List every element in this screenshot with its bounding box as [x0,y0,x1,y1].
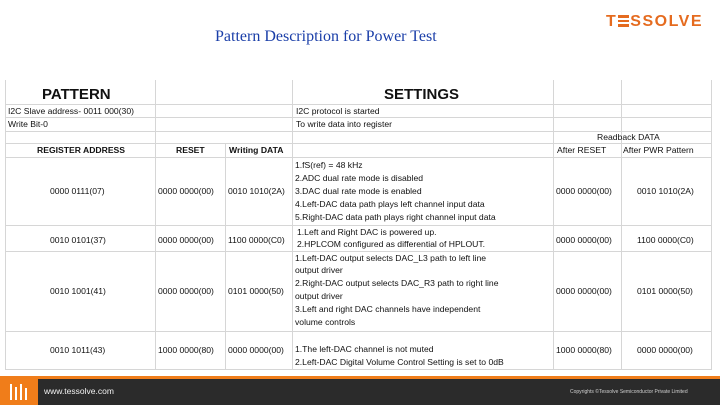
row3-after-reset: 0000 0000(00) [556,286,612,296]
row3-setting: 1.Left-DAC output selects DAC_L3 path to left line [295,253,487,263]
row3-setting: 2.Right-DAC output selects DAC_R3 path to right line [295,278,499,288]
row2-address: 0010 0101(37) [50,235,106,245]
row3-reset: 0000 0000(00) [158,286,214,296]
row1-setting: 1.fS(ref) = 48 kHz [295,160,363,170]
row1-write: 0010 1010(2A) [228,186,285,196]
row2-reset: 0000 0000(00) [158,235,214,245]
row3-setting: output driver [295,265,343,275]
tessolve-mark-icon [8,382,30,402]
row4-setting: 1.The left-DAC channel is not muted [295,344,434,354]
row4-address: 0010 1011(43) [50,345,106,355]
row3-write: 0101 0000(50) [228,286,284,296]
row1-setting: 3.DAC dual rate mode is enabled [295,186,422,196]
row3-address: 0010 1001(41) [50,286,106,296]
row3-setting: 3.Left and right DAC channels have independent [295,304,481,314]
row4-reset: 1000 0000(80) [158,345,214,355]
protocol-started-text: I2C protocol is started [296,106,380,116]
row1-setting: 4.Left-DAC data path plays left channel input data [295,199,485,209]
col-writing-data: Writing DATA [229,145,284,155]
row3-after-pwr: 0101 0000(50) [637,286,693,296]
row3-setting: output driver [295,291,343,301]
readback-heading: Readback DATA [597,132,660,142]
write-data-text: To write data into register [296,119,393,129]
row4-write: 0000 0000(00) [228,345,284,355]
footer-copyright: Copyrights ©Tessolve Semiconductor Private Limited [570,389,688,395]
write-bit-text: Write Bit-0 [8,119,48,129]
col-register-address: REGISTER ADDRESS [37,145,126,155]
row4-setting: 2.Left-DAC Digital Volume Control Setting is set to 0dB [295,357,504,367]
row2-setting: 1.Left and Right DAC is powered up. [297,227,437,237]
row4-after-reset: 1000 0000(80) [556,345,612,355]
row1-after-pwr: 0010 1010(2A) [637,186,694,196]
row2-setting: 2.HPLCOM configured as differential of HPLOUT. [297,239,486,249]
footer [0,376,720,405]
footer-url[interactable]: www.tessolve.com [44,386,114,396]
tessolve-logo: T SSOLVE [606,13,703,30]
row1-address: 0000 0111(07) [50,186,105,196]
row1-reset: 0000 0000(00) [158,186,214,196]
row2-after-reset: 0000 0000(00) [556,235,612,245]
row1-after-reset: 0000 0000(00) [556,186,612,196]
row2-after-pwr: 1100 0000(C0) [637,235,694,245]
col-after-pwr: After PWR Pattern [623,145,694,155]
settings-heading: SETTINGS [384,86,460,103]
row2-write: 1100 0000(C0) [228,235,285,245]
logo-e-icon [618,15,629,27]
slave-address-text: I2C Slave address- 0011 000(30) [8,106,134,116]
row1-setting: 2.ADC dual rate mode is disabled [295,173,424,183]
pattern-heading: PATTERN [42,86,111,103]
slide-title: Pattern Description for Power Test [215,28,437,45]
row3-setting: volume controls [295,317,356,327]
row1-setting: 5.Right-DAC data path plays right channel input data [295,212,496,222]
row4-after-pwr: 0000 0000(00) [637,345,693,355]
col-reset: RESET [176,145,205,155]
col-after-reset: After RESET [557,145,607,155]
